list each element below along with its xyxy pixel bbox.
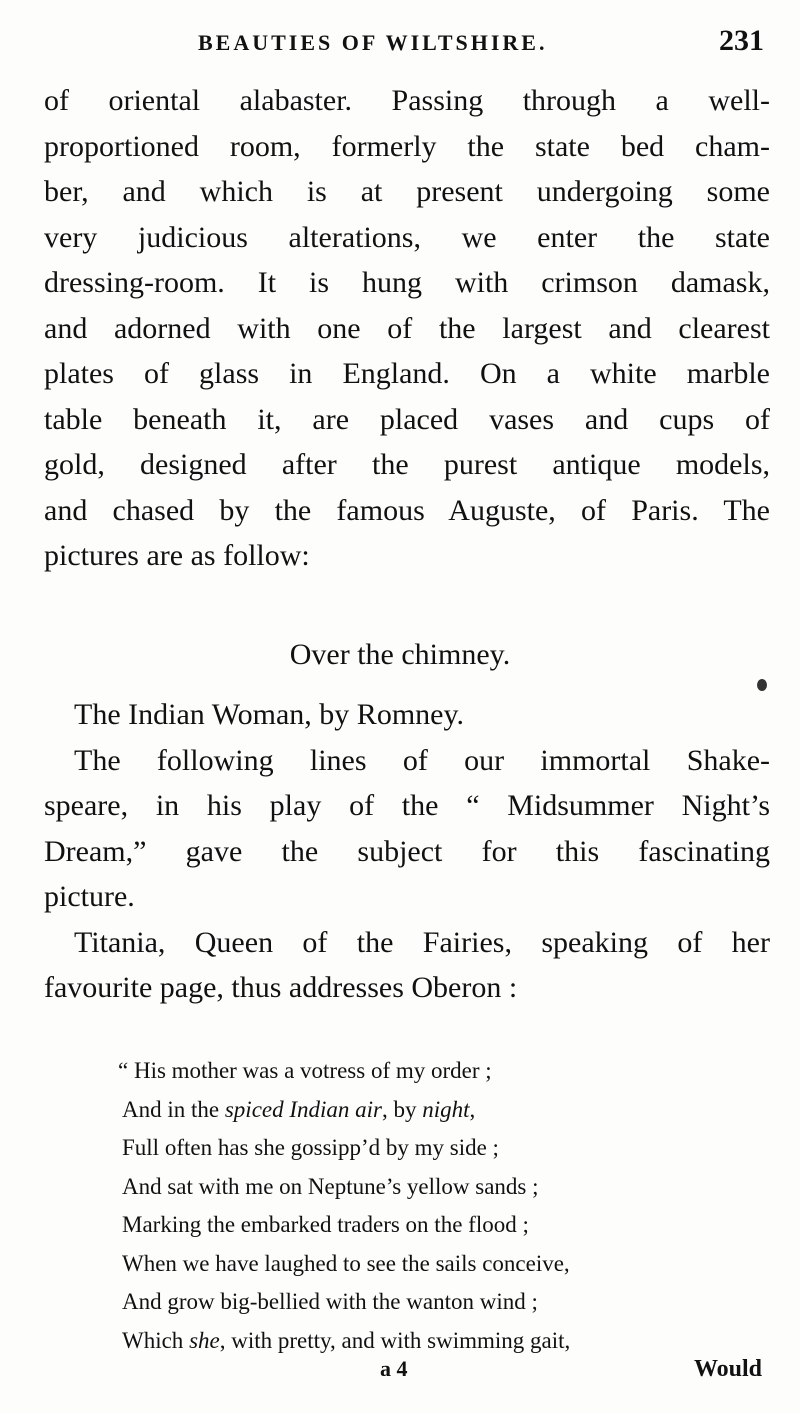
paragraph-line: ber, and which is at present undergoing some — [44, 175, 770, 208]
description-line: speare, in his play of the “ Midsummer Night’s — [44, 789, 770, 822]
verse-line: “ His mother was a votress of my order ; — [118, 1058, 492, 1083]
verse-line: And in the spiced Indian air, by night, — [122, 1096, 476, 1122]
running-head — [0, 24, 800, 64]
catchword: Would — [693, 1356, 762, 1382]
picture-entry: The Indian Woman, by Romney. — [74, 698, 465, 731]
verse-line: And sat with me on Neptune’s yellow sands ; — [122, 1173, 539, 1199]
paragraph-line: table beneath it, are placed vases and cups of — [44, 402, 770, 436]
ink-spot — [757, 679, 767, 691]
paragraph-line: very judicious alterations, we enter the state — [44, 220, 770, 254]
titania-line: favourite page, thus addresses Oberon : — [44, 971, 518, 1004]
verse-line: Marking the embarked traders on the flood ; — [122, 1212, 529, 1237]
description-line: The following lines of our immortal Shake- — [74, 743, 770, 777]
picture-section — [44, 692, 770, 1011]
signature-mark: a 4 — [380, 1356, 408, 1381]
verse-line: And grow big-bellied with the wanton wind ; — [122, 1289, 538, 1314]
opening-paragraph — [44, 78, 770, 579]
paragraph-line: of oriental alabaster. Passing through a well- — [44, 84, 770, 117]
paragraph-line: and chased by the famous Auguste, of Paris. The — [44, 493, 770, 527]
verse-line: Which she, with pretty, and with swimming gait, — [122, 1327, 571, 1353]
verse-line: Full often has she gossipp’d by my side ; — [122, 1135, 499, 1160]
description-line: Dream,” gave the subject for this fascinating — [44, 834, 770, 868]
description-line: picture. — [44, 880, 135, 913]
paragraph-line: gold, designed after the purest antique models, — [44, 448, 770, 481]
paragraph-line: and adorned with one of the largest and clearest — [44, 311, 770, 345]
running-title: BEAUTIES OF WILTSHIRE. — [198, 30, 548, 55]
verse-line: When we have laughed to see the sails conceive, — [122, 1250, 570, 1276]
paragraph-line: plates of glass in England. On a white marble — [44, 357, 770, 390]
page-number: 231 — [719, 24, 764, 57]
verse-quotation — [118, 1052, 742, 1360]
paragraph-line: dressing-room. It is hung with crimson damask, — [44, 266, 770, 299]
page-footer — [0, 1356, 800, 1396]
titania-line: Titania, Queen of the Fairies, speaking of her — [74, 925, 770, 959]
paragraph-line: proportioned room, formerly the state bed cham- — [44, 129, 770, 163]
paragraph-line: pictures are as follow: — [44, 539, 310, 572]
section-heading: Over the chimney. — [289, 638, 511, 671]
